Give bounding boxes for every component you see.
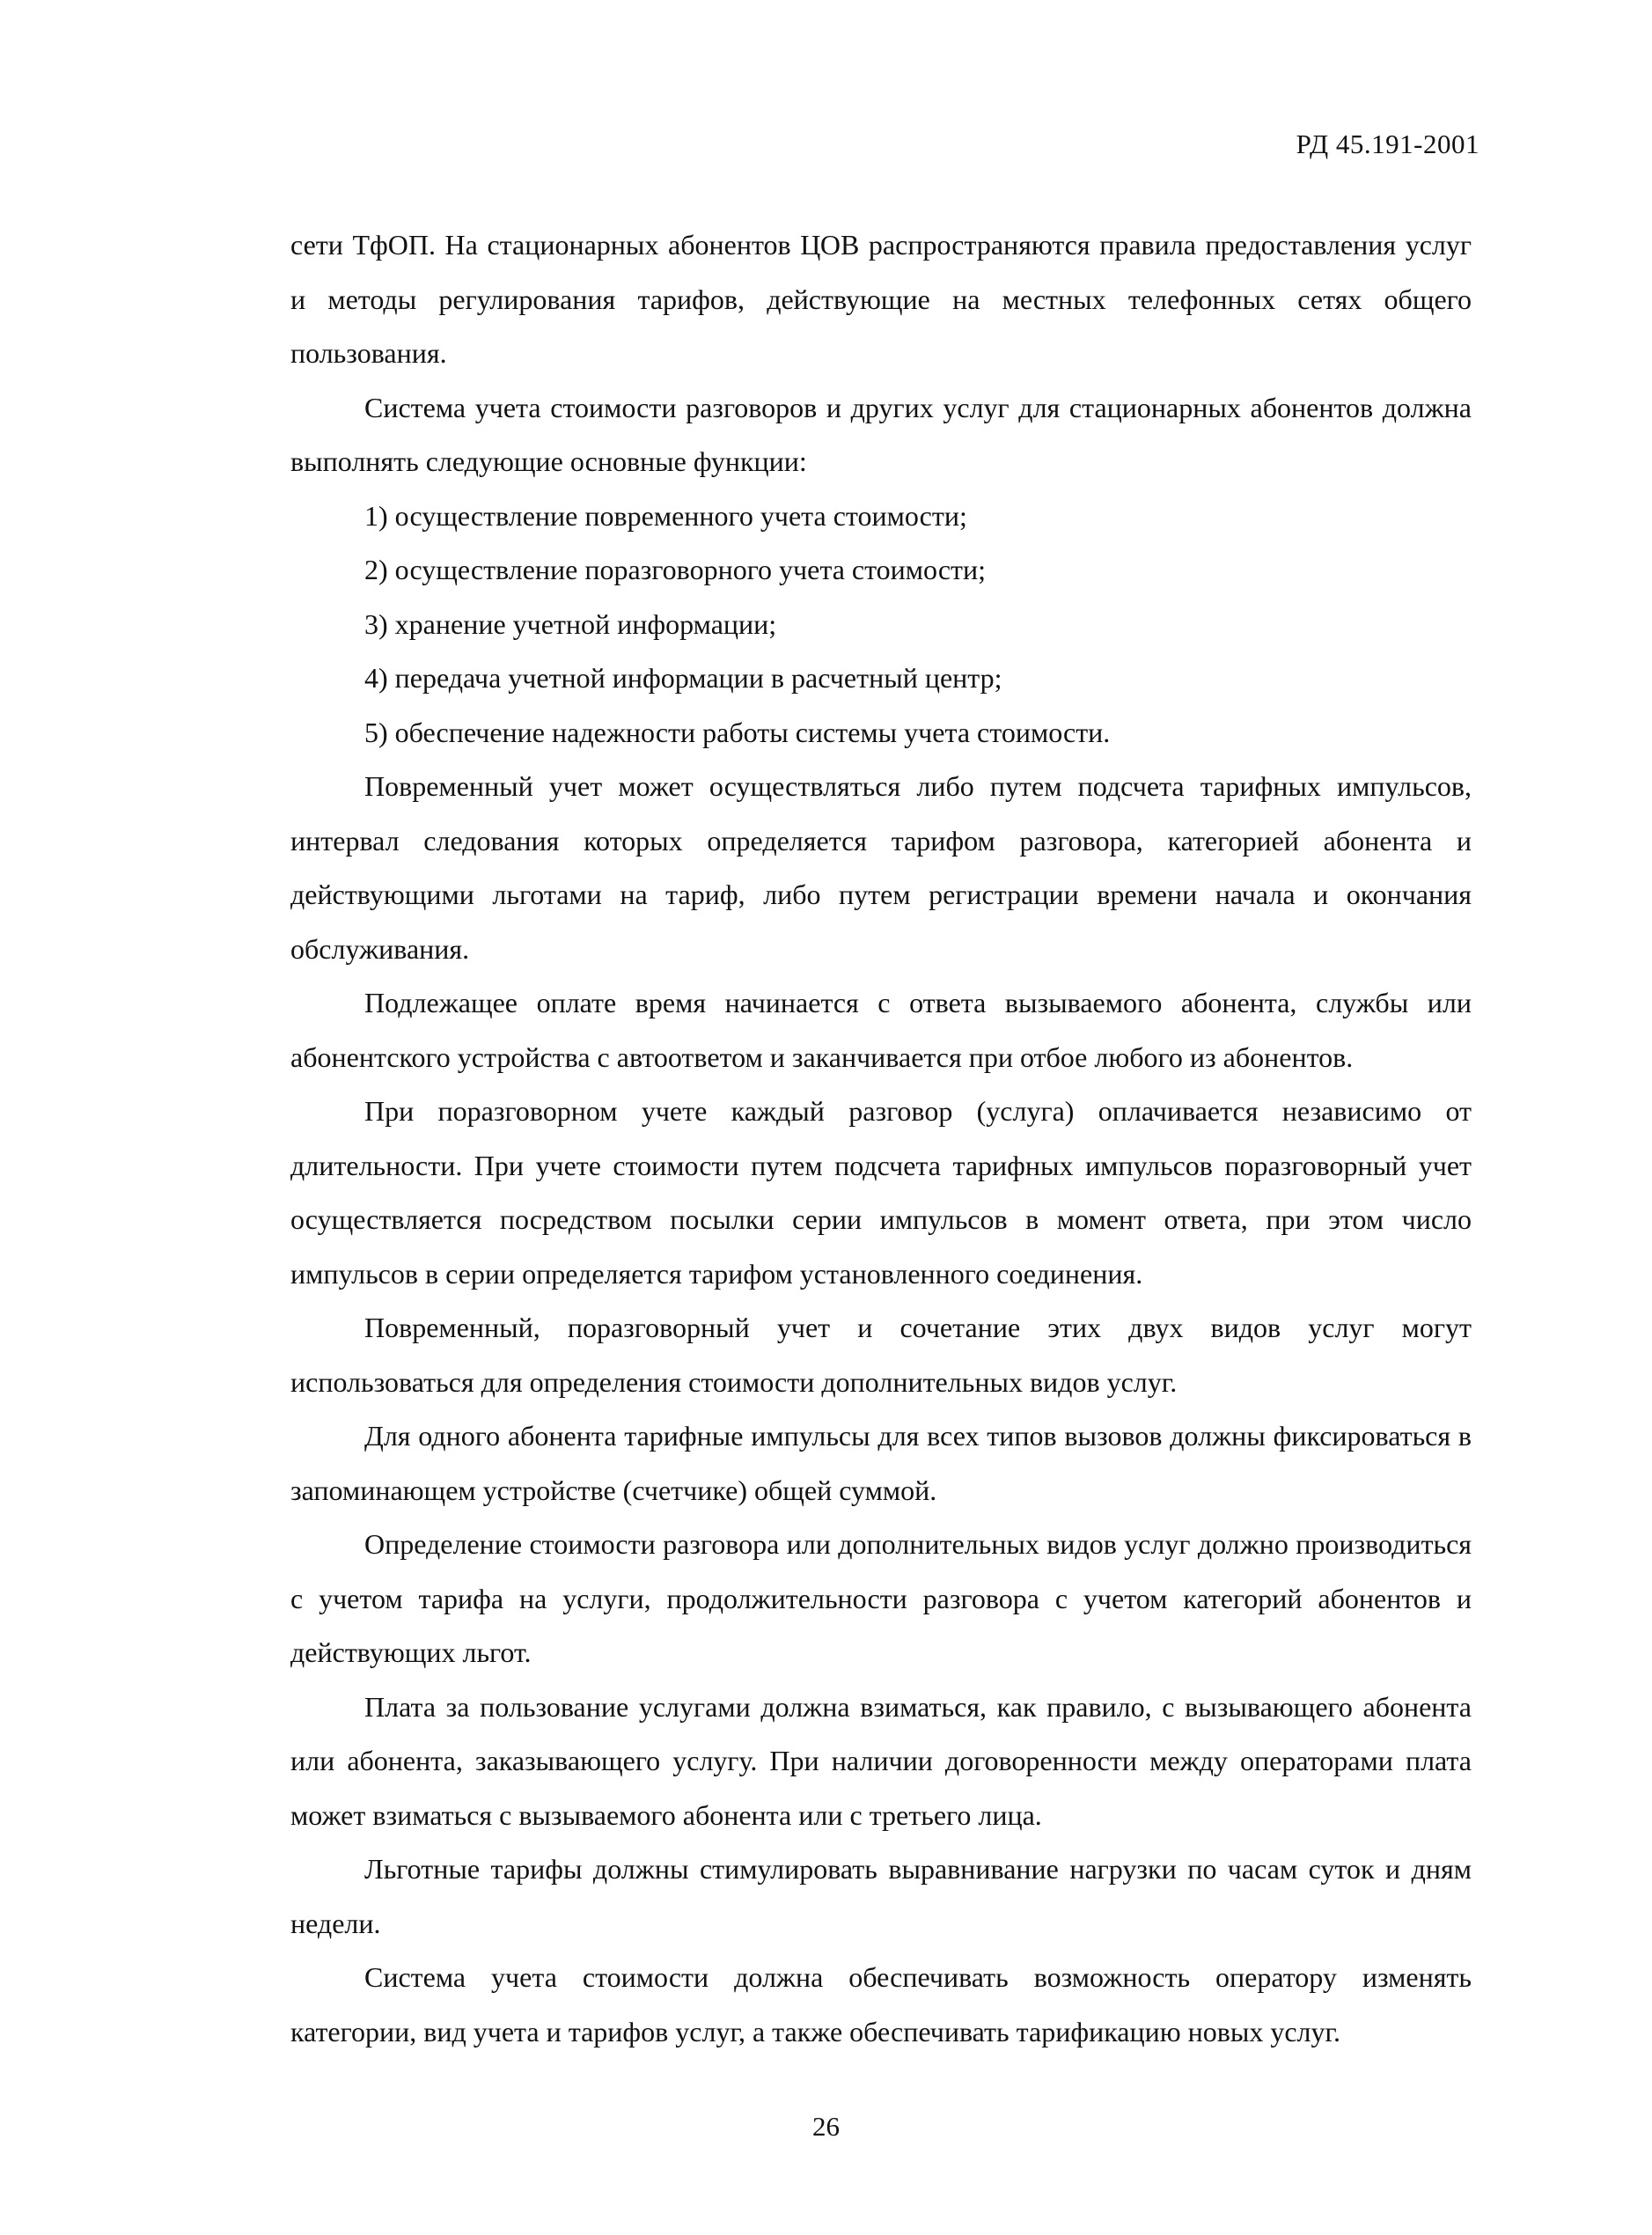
list-item-2: 2) осуществление поразговорного учета стоимости; bbox=[364, 554, 987, 585]
paragraph-discount-tariffs: Льготные тарифы должны стимулировать выравнивание нагрузки по часам суток и дням недели. bbox=[290, 1853, 1472, 1939]
paragraph-billable-time: Подлежащее оплате время начинается с ответа вызываемого абонента, службы или абонентского устройства с автоответом и заканчивается при отбое любого из абонентов. bbox=[290, 987, 1472, 1073]
list-item-1: 1) осуществление повременного учета стоимости; bbox=[364, 499, 967, 532]
paragraph-cost-determination: Определение стоимости разговора или дополнительных видов услуг должно производиться с учетом тарифа на услуги, продолжительности разговора с учетом категорий абонентов и действующих льгот. bbox=[290, 1528, 1472, 1668]
paragraph-functions-intro: Система учета стоимости разговоров и других услуг для стационарных абонентов должна выполнять следующие основные функции: bbox=[290, 391, 1472, 477]
paragraph-impulse-counter: Для одного абонента тарифные импульсы для всех типов вызовов должны фиксироваться в запоминающем устройстве (счетчике) общей суммой. bbox=[290, 1420, 1472, 1506]
paragraph-time-based-billing: Повременный учет может осуществляться либо путем подсчета тарифных импульсов, интервал следования которых определяется тарифом разговора, категорией абонента и действующими льготами на тариф, либо путем регистрации времени начала и окончания обслуживания. bbox=[290, 770, 1472, 965]
paragraph-per-call-billing: При поразговорном учете каждый разговор (услуга) оплачивается независимо от длительности. При учете стоимости путем подсчета тарифных импульсов поразговорный учет осуществляется посредством посылки серии импульсов в момент ответа, при этом число импульсов в серии определяется тарифом установленного соединения. bbox=[290, 1095, 1472, 1290]
paragraph-continuation: сети ТфОП. На стационарных абонентов ЦОВ распространяются правила предоставления услуг и методы регулирования тарифов, действующие на местных телефонных сетях общего пользования. bbox=[290, 229, 1472, 369]
paragraph-payment: Плата за пользование услугами должна взиматься, как правило, с вызывающего абонента или абонента, заказывающего услугу. При наличии договоренности между операторами плата может взиматься с вызываемого абонента или с третьего лица. bbox=[290, 1690, 1472, 1831]
list-item-3: 3) хранение учетной информации; bbox=[364, 607, 777, 640]
list-item-5: 5) обеспечение надежности работы системы учета стоимости. bbox=[364, 716, 1111, 748]
document-code: РД 45.191-2001 bbox=[1296, 129, 1479, 159]
body-text bbox=[290, 218, 1472, 2059]
list-item-4: 4) передача учетной информации в расчетный центр; bbox=[364, 662, 1002, 694]
page-number: 26 bbox=[812, 2111, 840, 2142]
paragraph-operator-changes: Система учета стоимости должна обеспечивать возможность оператору изменять категории, вид учета и тарифов услуг, а также обеспечивать тарификацию новых услуг. bbox=[290, 1961, 1472, 2048]
paragraph-combined-billing: Повременный, поразговорный учет и сочетание этих двух видов услуг могут использоваться для определения стоимости дополнительных видов услуг. bbox=[290, 1312, 1472, 1398]
